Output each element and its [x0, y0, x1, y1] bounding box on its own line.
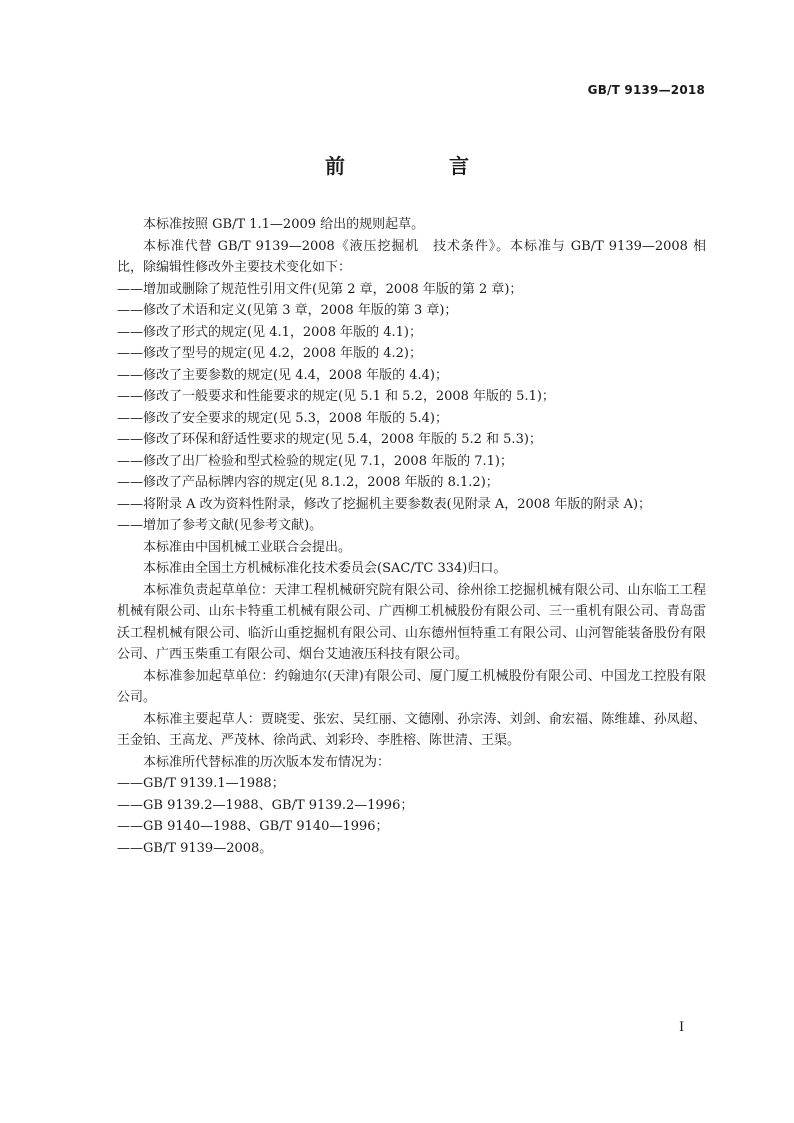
- list-item: ——修改了出厂检验和型式检验的规定(见 7.1，2008 年版的 7.1)；: [117, 453, 513, 469]
- list-item: ——将附录 A 改为资料性附录，修改了挖掘机主要参数表(见附录 A，2008 年版的附录 A)；: [117, 496, 652, 512]
- drafting-units-paragraph: 本标准负责起草单位：天津工程机械研究院有限公司、徐州徐工挖掘机械有限公司、山东临工工程机械有限公司、山东卡特重工机械有限公司、广西柳工机械股份有限公司、三一重机有限公司、青岛雷沃工程机械有限公司、临沂山重挖掘机有限公司、山东德州恒特重工有限公司、山河智能装备股份有限公司、广西玉柴重工有限公司、烟台艾迪液压科技有限公司。: [117, 582, 706, 662]
- list-item: ——修改了安全要求的规定(见 5.3，2008 年版的 5.4)；: [117, 410, 448, 426]
- participating-units-paragraph: 本标准参加起草单位：约翰迪尔(天津)有限公司、厦门厦工机械股份有限公司、中国龙工控股有限公司。: [117, 668, 706, 705]
- changes-list: [117, 279, 706, 537]
- foreword-body: [117, 214, 706, 859]
- list-item: ——GB/T 9139—2008。: [117, 840, 273, 856]
- page-number: I: [679, 1020, 685, 1035]
- list-item: ——修改了一般要求和性能要求的规定(见 5.1 和 5.2，2008 年版的 5.1)；: [117, 389, 555, 404]
- intro-paragraph: 本标准按照 GB/T 1.1—2009 给出的规则起草。: [143, 217, 425, 232]
- statement-paragraph: 本标准由全国土方机械标准化技术委员会(SAC/TC 334)归口。: [143, 561, 507, 576]
- list-item: ——GB/T 9139.1—1988；: [117, 776, 285, 791]
- standard-code: GB/T 9139—2018: [587, 83, 705, 97]
- list-item: ——修改了环保和舒适性要求的规定(见 5.4，2008 年版的 5.2 和 5.3)；: [117, 432, 542, 447]
- list-item: ——修改了主要参数的规定(见 4.4，2008 年版的 4.4)；: [117, 367, 448, 383]
- list-item: ——GB 9140—1988、GB/T 9140—1996；: [117, 819, 389, 834]
- history-list: [117, 773, 706, 859]
- drafters-paragraph: 本标准主要起草人：贾晓雯、张宏、吴红丽、文德刚、孙宗涛、刘剑、俞宏福、陈维雄、孙凤超、王金铂、王高龙、严茂林、徐尚武、刘彩玲、李胜榕、陈世清、王渠。: [117, 711, 706, 748]
- list-item: ——增加或删除了规范性引用文件(见第 2 章，2008 年版的第 2 章)；: [117, 281, 523, 297]
- list-item: ——GB 9139.2—1988、GB/T 9139.2—1996；: [117, 797, 414, 813]
- list-item: ——修改了产品标牌内容的规定(见 8.1.2，2008 年版的 8.1.2)；: [117, 475, 499, 490]
- statement-paragraph: 本标准由中国机械工业联合会提出。: [143, 539, 352, 555]
- history-intro-paragraph: 本标准所代替标准的历次版本发布情况为：: [143, 754, 391, 770]
- intro-paragraph: 本标准代替 GB/T 9139—2008《液压挖掘机 技术条件》。本标准与 GB/T 9139—2008 相比，除编辑性修改外主要技术变化如下：: [117, 238, 706, 275]
- page-title: 前 言: [325, 154, 511, 178]
- list-item: ——修改了型号的规定(见 4.2，2008 年版的 4.2)；: [117, 346, 422, 361]
- list-item: ——修改了形式的规定(见 4.1，2008 年版的 4.1)；: [117, 324, 422, 340]
- list-item: ——修改了术语和定义(见第 3 章，2008 年版的第 3 章)；: [117, 303, 458, 318]
- list-item: ——增加了参考文献(见参考文献)。: [117, 518, 323, 533]
